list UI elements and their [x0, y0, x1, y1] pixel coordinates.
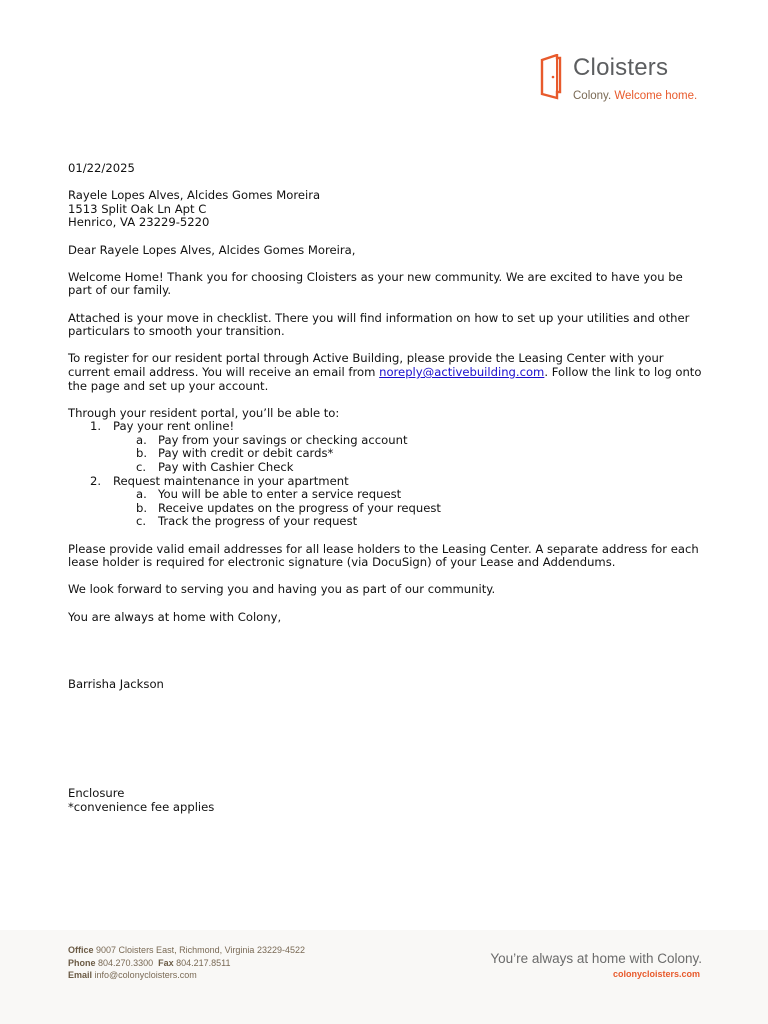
door-icon — [538, 54, 564, 100]
sub-list-letter: b. — [136, 500, 148, 515]
footer — [0, 930, 768, 1024]
sub-list-letter: a. — [136, 487, 147, 502]
phone-value: 804.270.3300 — [98, 957, 154, 968]
sub-list-text: Pay from your savings or checking account — [158, 432, 408, 447]
fax-value: 804.217.8511 — [176, 957, 231, 968]
phone-label: Phone — [68, 957, 96, 968]
footer-contact — [68, 944, 305, 982]
list-number: 1. — [90, 419, 102, 434]
list-item — [68, 420, 708, 434]
footer-tagline: You’re always at home with Colony. — [490, 951, 702, 966]
sub-list-letter: c. — [136, 514, 147, 529]
attached-paragraph: Attached is your move in checklist. There you will find information on how to set up your utilities and other particulars to smooth your transition. — [68, 310, 690, 339]
portal-list — [68, 420, 708, 529]
footer-phone — [68, 957, 305, 970]
closing: You are always at home with Colony, — [68, 609, 282, 624]
recipient-block — [68, 189, 708, 230]
register-paragraph — [68, 352, 708, 393]
salutation: Dear Rayele Lopes Alves, Alcides Gomes Moreira, — [68, 242, 356, 257]
email-label: Email — [68, 970, 93, 980]
recipient-address-line1: 1513 Split Oak Ln Apt C — [68, 201, 207, 216]
signer-name: Barrisha Jackson — [68, 677, 164, 691]
recipient-address-line2: Henrico, VA 23229-5220 — [68, 215, 210, 230]
welcome-paragraph: Welcome Home! Thank you for choosing Cloisters as your new community. We are excited to have you be part of our family. — [68, 269, 683, 298]
list-label: Request maintenance in your apartment — [113, 473, 349, 488]
tagline-brand: Colony. — [573, 90, 612, 102]
register-text-before: To register for our resident portal through Active Building, please provide the Leasing Center with your current email address. You will receive an email from — [68, 351, 664, 379]
email-note-paragraph: Please provide valid email addresses for all lease holders to the Leasing Center. A separate address for each lease holder is required for electronic signature (via DocuSign) of your Lease and Addendums. — [68, 541, 699, 570]
footer-email — [68, 969, 305, 982]
sub-list-item — [68, 447, 708, 461]
enclosure-block — [68, 787, 214, 814]
sub-list-text: Receive updates on the progress of your request — [158, 500, 441, 515]
sub-list-letter: b. — [136, 446, 148, 461]
cloisters-logo — [538, 54, 708, 106]
sub-list-letter: c. — [136, 460, 147, 475]
footer-office — [68, 944, 305, 957]
fax-label: Fax — [158, 957, 174, 968]
sub-list-item — [68, 502, 708, 516]
fee-note: *convenience fee applies — [68, 799, 215, 814]
office-label: Office — [68, 945, 94, 955]
email-value[interactable]: info@colonycloisters.com — [94, 970, 197, 980]
sub-list-item — [68, 434, 708, 448]
sub-list-item — [68, 515, 708, 529]
email-link[interactable]: noreply@activebuilding.com — [379, 364, 545, 379]
register-text-after: . Follow the link to log onto the page and set up your account. — [68, 364, 702, 393]
office-value: 9007 Cloisters East, Richmond, Virginia 23229-4522 — [96, 945, 305, 955]
brand-name: Cloisters — [573, 54, 669, 81]
sub-list-text: Pay with credit or debit cards* — [158, 446, 334, 461]
recipient-name: Rayele Lopes Alves, Alcides Gomes Moreira — [68, 188, 321, 203]
sub-list-text: Pay with Cashier Check — [158, 460, 294, 475]
look-forward-paragraph: We look forward to serving you and having you as part of our community. — [68, 582, 496, 597]
brand-tagline — [573, 90, 697, 102]
enclosure-label: Enclosure — [68, 786, 125, 800]
footer-website-link[interactable]: colonycloisters.com — [612, 969, 700, 979]
sub-list-item — [68, 488, 708, 502]
sub-list-text: You will be able to enter a service request — [158, 487, 402, 502]
portal-intro: Through your resident portal, you’ll be able to: — [68, 405, 340, 420]
sub-list-item — [68, 461, 708, 475]
tagline-rest: Welcome home. — [614, 90, 698, 102]
letter-date: 01/22/2025 — [68, 161, 135, 175]
sub-list-text: Track the progress of your request — [158, 514, 358, 529]
list-item — [68, 475, 708, 489]
letter-body — [68, 162, 708, 624]
list-label: Pay your rent online! — [113, 419, 235, 434]
sub-list-letter: a. — [136, 432, 147, 447]
list-number: 2. — [90, 473, 102, 488]
